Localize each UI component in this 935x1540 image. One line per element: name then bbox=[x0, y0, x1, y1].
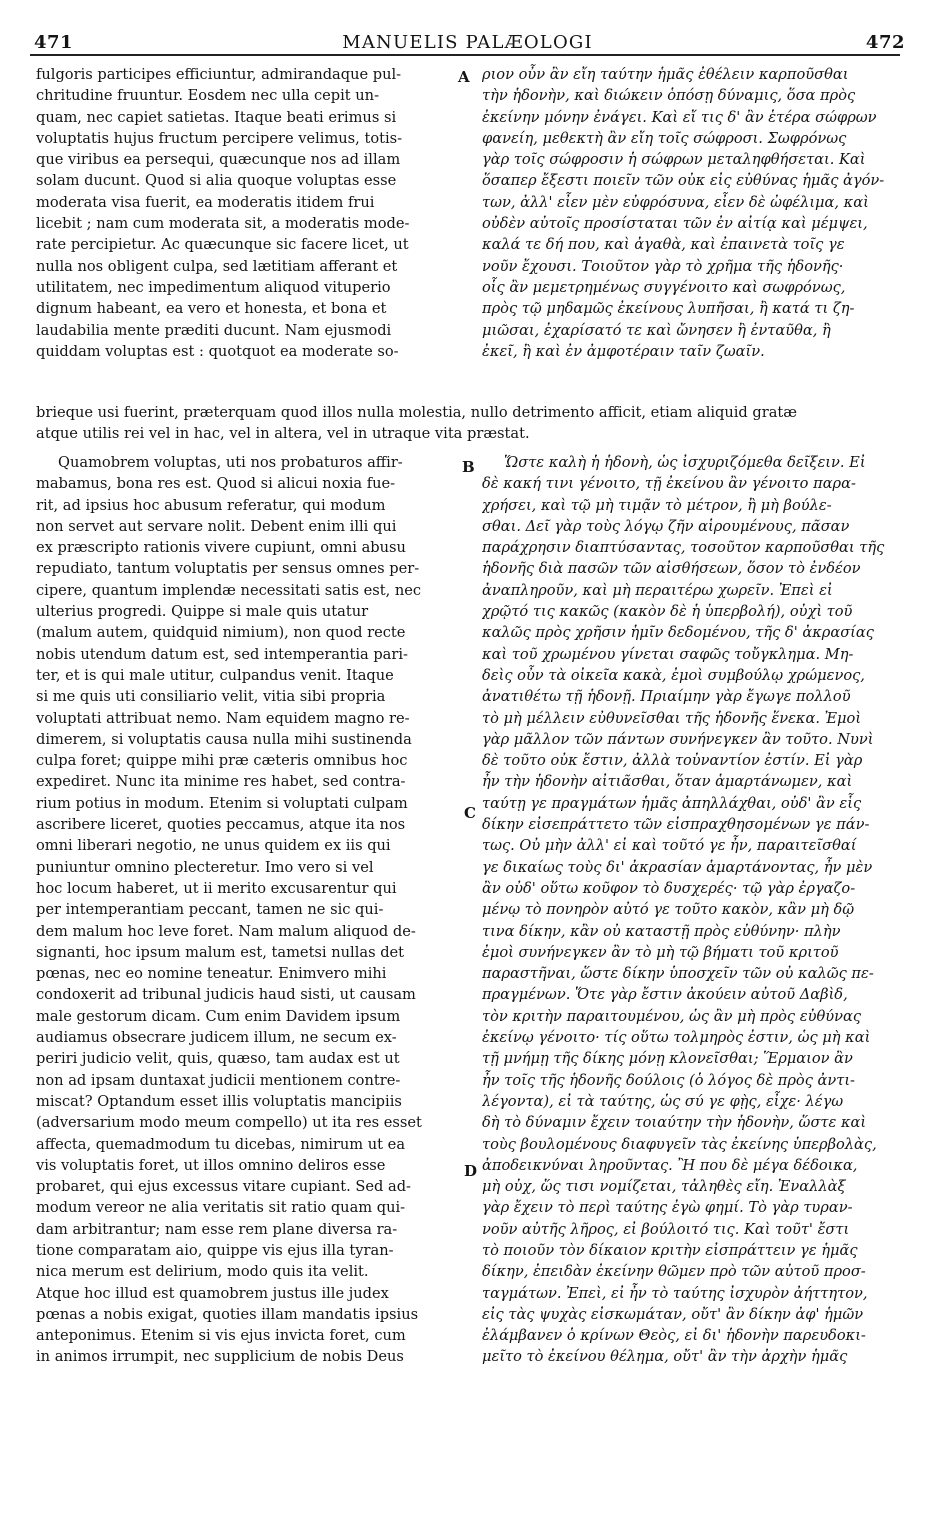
greek-text-line: τῇ μνήμῃ τῆς δίκης μόνῃ κλονεῖσθαι; Ἕρμαιον ἂν bbox=[482, 1050, 853, 1068]
section-marker-b: B bbox=[462, 458, 475, 476]
greek-text-line: μένῳ τὸ πονηρὸν αὐτό γε τοῦτο κακὸν, κἂν μὴ δῷ bbox=[482, 901, 855, 919]
page-number-left: 471 bbox=[34, 32, 74, 53]
latin-text-line: licebit ; nam cum moderata sit, a moderatis mode- bbox=[36, 215, 410, 233]
latin-text-line: miscat? Optandum esset illis voluptatis mancipiis bbox=[36, 1092, 402, 1110]
greek-column-top bbox=[482, 64, 902, 362]
greek-text-line: ἀναπληροῦν, καὶ μὴ περαιτέρω χωρεῖν. Ἐπεὶ εἰ bbox=[482, 581, 833, 599]
section-marker-a: A bbox=[458, 68, 470, 86]
latin-text-line: hoc locum haberet, ut ii merito excusarentur qui bbox=[36, 879, 397, 897]
greek-text-line: δὲ κακή τινι γένοιτο, τῇ ἐκείνου ἂν γένοιτο παρα- bbox=[482, 475, 856, 493]
greek-text-line: γὰρ τοῖς σώφροσιν ἡ σώφρων μεταληφθήσεται. Καὶ bbox=[482, 151, 866, 169]
greek-text-line: τως. Οὐ μὴν ἀλλ' εἰ καὶ τοῦτό γε ἦν, παραιτεῖσθαί bbox=[482, 837, 857, 855]
greek-text-line: ἦν τὴν ἡδονὴν αἰτιᾶσθαι, ὅταν ἁμαρτάνωμεν, καὶ bbox=[482, 773, 853, 791]
section-marker-c: C bbox=[464, 804, 476, 822]
latin-text-line: rium potius in modum. Etenim si voluptati culpam bbox=[36, 794, 408, 812]
greek-text-line: τὸν κριτὴν παραιτουμένου, ὡς ἂν μὴ πρὸς εὐθύνας bbox=[482, 1007, 862, 1025]
latin-text-line: repudiato, tantum voluptatis per sensus omnes per- bbox=[36, 560, 420, 578]
latin-text-line: condoxerit ad tribunal judicis haud sisti, ut causam bbox=[36, 986, 416, 1004]
latin-text-line: affecta, quemadmodum tu dicebas, nimirum ut ea bbox=[36, 1135, 406, 1153]
latin-text-line: dam arbitrantur; nam esse rem plane diversa ra- bbox=[36, 1220, 398, 1238]
greek-text-line: ἂν οὐδ' οὕτω κοῦφον τὸ δυσχερές· τῷ γὰρ ἐργαζο- bbox=[482, 879, 856, 897]
greek-text-line: δίκην εἰσεπράττετο τῶν εἰσπραχθησομένων γε πάν- bbox=[482, 816, 870, 834]
latin-text-line: solam ducunt. Quod si alia quoque voluptas esse bbox=[36, 172, 397, 190]
greek-text-line: τοὺς βουλομένους διαφυγεῖν τὰς ἐκείνης ὑπερβολὰς, bbox=[482, 1135, 877, 1153]
latin-text-line: nica merum est delirium, modo quis ita velit. bbox=[36, 1263, 369, 1281]
greek-text-line: λέγοντα), εἰ τὰ ταύτης, ὡς σύ γε φῂς, εἶχε· λέγω bbox=[482, 1092, 844, 1110]
latin-text-line: voluptatis hujus fructum percipere velimus, totis- bbox=[36, 129, 403, 147]
greek-text-line: σθαι. Δεῖ γὰρ τοὺς λόγῳ ζῆν αἱρουμένους, πᾶσαν bbox=[482, 517, 850, 535]
greek-text-line: ἐλάμβανεν ὁ κρίνων Θεὸς, εἰ δι' ἡδονὴν παρευδοκι- bbox=[482, 1327, 866, 1345]
greek-text-line: δεὶς οὖν τὰ οἰκεῖα κακὰ, ἐμοὶ συμβούλῳ χρώμενος, bbox=[482, 666, 865, 684]
latin-text-line: ascribere liceret, quoties peccamus, atque ita nos bbox=[36, 816, 406, 834]
header-rule bbox=[30, 54, 900, 56]
latin-text-line: in animos irrumpit, nec supplicium de nobis Deus bbox=[36, 1348, 404, 1366]
greek-text-line: φανείη, μεθεκτὴ ἂν εἴη τοῖς σώφροσι. Σωφρόνως bbox=[482, 129, 847, 147]
latin-text-line: si me quis uti consiliario velit, vitia sibi propria bbox=[36, 688, 386, 706]
latin-column-top bbox=[36, 64, 454, 362]
latin-text-line: non ad ipsam duntaxat judicii mentionem contre- bbox=[36, 1071, 401, 1089]
page-number-right: 472 bbox=[865, 32, 905, 53]
spanning-text-line: atque utilis rei vel in hac, vel in altera, vel in utraque vita præstat. bbox=[36, 425, 530, 443]
latin-text-line: moderata visa fuerit, ea moderatis itidem frui bbox=[36, 193, 375, 211]
greek-text-line: ὅσαπερ ἔξεστι ποιεῖν τῶν οὐκ εἰς εὐθύνας ἡμᾶς ἀγόν- bbox=[482, 172, 885, 190]
greek-text-line: χρήσει, καὶ τῷ μὴ τιμᾷν τὸ μέτρον, ἢ μὴ βούλε- bbox=[482, 496, 832, 514]
greek-text-line: γὰρ ἔχειν τὸ περὶ ταύτης ἐγὼ φημί. Τὸ γὰρ τυραν- bbox=[482, 1199, 853, 1217]
greek-text-line: τὸ μὴ μέλλειν εὐθυνεῖσθαι τῆς ἡδονῆς ἕνεκα. Ἐμοὶ bbox=[482, 709, 862, 727]
greek-text-line: οἷς ἂν μεμετρημένως συγγένοιτο καὶ σωφρόνως, bbox=[482, 278, 846, 296]
latin-text-line: anteponimus. Etenim si vis ejus invicta foret, cum bbox=[36, 1327, 406, 1345]
latin-text-line: utilitatem, nec impedimentum aliquod vituperio bbox=[36, 278, 391, 296]
latin-text-line: (adversarium modo meum compello) ut ita res esset bbox=[36, 1114, 422, 1132]
latin-text-line: non servet aut servare nolit. Debent enim illi qui bbox=[36, 517, 397, 535]
latin-text-line: Quamobrem voluptas, uti nos probaturos affir- bbox=[58, 454, 403, 471]
latin-text-line: chritudine fruuntur. Eosdem nec ulla cepit un- bbox=[36, 87, 380, 105]
latin-text-line: tione comparatam aio, quippe vis ejus illa tyran- bbox=[36, 1241, 394, 1259]
latin-text-line: omni liberari negotio, ne unus quidem ex iis qui bbox=[36, 837, 391, 855]
latin-text-line: expediret. Nunc ita minime res habet, sed contra- bbox=[36, 773, 406, 791]
latin-text-line: ulterius progredi. Quippe si male quis utatur bbox=[36, 603, 369, 621]
latin-text-line: pœnas a nobis exigat, quoties illam mandatis ipsius bbox=[36, 1305, 419, 1323]
latin-text-line: quiddam voluptas est : quotquot ea moderate so- bbox=[36, 342, 399, 360]
full-width-latin-continuation bbox=[36, 402, 902, 445]
running-header bbox=[0, 26, 935, 56]
greek-text-line: ἀποδεικνύναι ληροῦντας. Ἢ που δὲ μέγα δέδοικα, bbox=[482, 1156, 858, 1174]
latin-text-line: mabamus, bona res est. Quod si alicui noxia fue- bbox=[36, 475, 396, 493]
greek-text-line: καὶ τοῦ χρωμένου γίνεται σαφῶς τοὔγκλημα. Μη- bbox=[482, 645, 854, 663]
latin-column-bottom bbox=[36, 452, 454, 1368]
greek-text-line: μιῶσαι, ἐχαρίσατό τε καὶ ὤνησεν ἢ ἐνταῦθα, ἢ bbox=[482, 321, 831, 339]
latin-text-line: (malum autem, quidquid nimium), non quod recte bbox=[36, 624, 406, 642]
latin-text-line: male gestorum dicam. Cum enim Davidem ipsum bbox=[36, 1007, 401, 1025]
greek-text-line: πρὸς τῷ μηδαμῶς ἐκείνους λυπῆσαι, ἢ κατά τι ζη- bbox=[482, 300, 855, 318]
greek-text-line: παράχρησιν διαπτύσαντας, τοσοῦτον καρποῦσθαι τῆς bbox=[482, 539, 885, 557]
latin-text-line: cipere, quantum implendæ necessitati satis est, nec bbox=[36, 581, 422, 599]
greek-text-line: πραγμένων. Ὅτε γὰρ ἔστιν ἀκούειν αὐτοῦ Δαβὶδ, bbox=[482, 986, 848, 1004]
greek-text-line: ἐκεῖ, ἢ καὶ ἐν ἀμφοτέραιν ταῖν ζωαῖν. bbox=[482, 342, 765, 360]
greek-text-line: των, ἀλλ' εἶεν μὲν εὐφρόσυνα, εἶεν δὲ ὠφέλιμα, καὶ bbox=[482, 193, 869, 211]
greek-column-bottom bbox=[482, 452, 902, 1368]
greek-text-line: μεῖτο τὸ ἐκείνου θέλημα, οὔτ' ἂν τὴν ἀρχὴν ἡμᾶς bbox=[482, 1348, 848, 1366]
latin-text-line: dignum habeant, ea vero et honesta, et bona et bbox=[36, 300, 387, 318]
greek-text-line: τινα δίκην, κἂν οὐ καταστῇ πρὸς εὐθύνην· πλὴν bbox=[482, 922, 841, 940]
running-title: MANUELIS PALÆOLOGI bbox=[342, 32, 593, 53]
latin-text-line: dimerem, si voluptatis causa nulla mihi sustinenda bbox=[36, 730, 412, 748]
greek-text-line: δὲ τοῦτο οὐκ ἔστιν, ἀλλὰ τοὐναντίον ἐστίν. Εἰ γὰρ bbox=[482, 752, 863, 770]
latin-text-line: culpa foret; quippe mihi præ cæteris omnibus hoc bbox=[36, 752, 408, 770]
latin-text-line: vis voluptatis foret, ut illos omnino deliros esse bbox=[36, 1156, 386, 1174]
greek-text-line: ἐμοὶ συνήνεγκεν ἂν τὸ μὴ τῷ βήματι τοῦ κριτοῦ bbox=[482, 943, 839, 961]
greek-text-line: νοῦν αὐτῆς λῆρος, εἰ βούλοιτό τις. Καὶ τοῦτ' ἔστι bbox=[482, 1220, 850, 1238]
latin-text-line: Atque hoc illud est quamobrem justus ille judex bbox=[36, 1284, 389, 1302]
greek-text-line: καλά τε δή που, καὶ ἀγαθὰ, καὶ ἐπαινετὰ τοῖς γε bbox=[482, 236, 845, 254]
latin-text-line: ter, et is qui male utitur, culpandus venit. Itaque bbox=[36, 666, 394, 684]
greek-text-line: γὰρ μᾶλλον τῶν πάντων συνήνεγκεν ἂν τοῦτο. Νυνὶ bbox=[482, 730, 874, 748]
greek-text-line: καλῶς πρὸς χρῆσιν ἡμῖν δεδομένου, τῆς δ' ἀκρασίας bbox=[482, 624, 874, 642]
greek-text-line: ἦν τοῖς τῆς ἡδονῆς δούλοις (ὁ λόγος δὲ πρὸς ἀντι- bbox=[482, 1071, 855, 1089]
latin-text-line: nulla nos obligent culpa, sed lætitiam afferant et bbox=[36, 257, 398, 275]
greek-text-line: ταγμάτων. Ἐπεὶ, εἰ ἦν τὸ ταύτης ἰσχυρὸν ἀήττητον, bbox=[482, 1284, 868, 1302]
latin-text-line: nobis utendum datum est, sed intemperantia pari- bbox=[36, 645, 408, 663]
greek-text-line: Ὥστε καλὴ ἡ ἡδονὴ, ὡς ἰσχυριζόμεθα δεῖξειν. Εἰ bbox=[504, 454, 866, 471]
greek-text-line: ταύτῃ γε πραγμάτων ἡμᾶς ἀπηλλάχθαι, οὐδ' ἂν εἷς bbox=[482, 794, 862, 812]
greek-text-line: δίκην, ἐπειδὰν ἐκείνην θῶμεν πρὸ τῶν αὐτοῦ προσ- bbox=[482, 1263, 866, 1281]
latin-text-line: dem malum hoc leve foret. Nam malum aliquod de- bbox=[36, 922, 416, 940]
latin-text-line: probaret, qui ejus excessus vitare cupiant. Sed ad- bbox=[36, 1178, 411, 1196]
greek-text-line: ἐκείνῳ γένοιτο· τίς οὕτω τολμηρὸς ἐστιν, ὡς μὴ καὶ bbox=[482, 1029, 871, 1047]
latin-text-line: puniuntur omnino plecteretur. Imo vero si vel bbox=[36, 858, 374, 876]
greek-text-line: ἀνατιθέτω τῇ ἡδονῇ. Πριαίμην γὰρ ἔγωγε πολλοῦ bbox=[482, 688, 851, 706]
greek-text-line: οὐδὲν αὐτοῖς προσίσταται τῶν ἐν αἰτίᾳ καὶ μέμψει, bbox=[482, 215, 868, 233]
latin-text-line: que viribus ea persequi, quæcunque nos ad illam bbox=[36, 151, 401, 169]
greek-text-line: ριον οὖν ἂν εἴη ταύτην ἡμᾶς ἐθέλειν καρποῦσθαι bbox=[482, 66, 849, 83]
latin-text-line: quam, nec capiet satietas. Itaque beati erimus si bbox=[36, 108, 397, 126]
latin-text-line: voluptati attribuat nemo. Nam equidem magno re- bbox=[36, 709, 410, 727]
greek-text-line: γε δικαίως τοὺς δι' ἀκρασίαν ἁμαρτάνοντας, ἦν μὲν bbox=[482, 858, 873, 876]
section-marker-d: D bbox=[464, 1162, 478, 1180]
greek-text-line: ἐκείνην μόνην ἐνάγει. Καὶ εἴ τις δ' ἂν ἑτέρα σώφρων bbox=[482, 108, 877, 126]
spanning-text-line: brieque usi fuerint, præterquam quod illos nulla molestia, nullo detrimento afficit, etiam aliquid gratæ bbox=[36, 404, 798, 421]
greek-text-line: δὴ τὸ δύναμιν ἔχειν τοιαύτην τὴν ἡδονὴν, ὥστε καὶ bbox=[482, 1114, 867, 1132]
greek-text-line: ἡδονῆς διὰ πασῶν τῶν αἰσθήσεων, ὅσον τὸ ἐνδέον bbox=[482, 560, 861, 578]
latin-text-line: audiamus obsecrare judicem illum, ne secum ex- bbox=[36, 1029, 397, 1047]
greek-text-line: εἰς τὰς ψυχὰς εἰσκωμάταν, οὔτ' ἂν δίκην ἀφ' ἡμῶν bbox=[482, 1305, 864, 1323]
greek-text-line: τὸ ποιοῦν τὸν δίκαιον κριτὴν εἰσπράττειν γε ἡμᾶς bbox=[482, 1241, 858, 1259]
latin-text-line: pœnas, nec eo nomine teneatur. Enimvero mihi bbox=[36, 965, 387, 983]
latin-text-line: fulgoris participes efficiuntur, admirandaque pul- bbox=[36, 66, 402, 83]
latin-text-line: per intemperantiam peccant, tamen ne sic qui- bbox=[36, 901, 384, 919]
latin-text-line: ex præscripto rationis vivere cupiunt, omni abusu bbox=[36, 539, 406, 557]
latin-text-line: rit, ad ipsius hoc abusum referatur, qui modum bbox=[36, 496, 386, 514]
latin-text-line: signanti, hoc ipsum malum est, tametsi nullas det bbox=[36, 943, 405, 961]
greek-text-line: νοῦν ἔχουσι. Τοιοῦτον γὰρ τὸ χρῆμα τῆς ἡδονῆς· bbox=[482, 257, 844, 275]
latin-text-line: rate percipietur. Ac quæcunque sic facere licet, ut bbox=[36, 236, 409, 254]
greek-text-line: χρῷτό τις κακῶς (κακὸν δὲ ἡ ὑπερβολή), οὐχὶ τοῦ bbox=[482, 603, 853, 621]
latin-text-line: laudabilia mente præditi ducunt. Nam ejusmodi bbox=[36, 321, 392, 339]
greek-text-line: παραστῆναι, ὥστε δίκην ὑποσχεῖν τῶν οὐ καλῶς πε- bbox=[482, 965, 874, 983]
greek-text-line: μὴ οὐχ, ὥς τισι νομίζεται, τἀληθὲς εἴη. Ἐναλλὰξ bbox=[482, 1178, 846, 1196]
greek-text-line: τὴν ἡδονὴν, καὶ διώκειν ὁπόσῃ δύναμις, ὅσα πρὸς bbox=[482, 87, 856, 105]
latin-text-line: modum vereor ne alia veritatis sit ratio quam qui- bbox=[36, 1199, 406, 1217]
latin-text-line: periri judicio velit, quis, quæso, tam audax est ut bbox=[36, 1050, 400, 1068]
